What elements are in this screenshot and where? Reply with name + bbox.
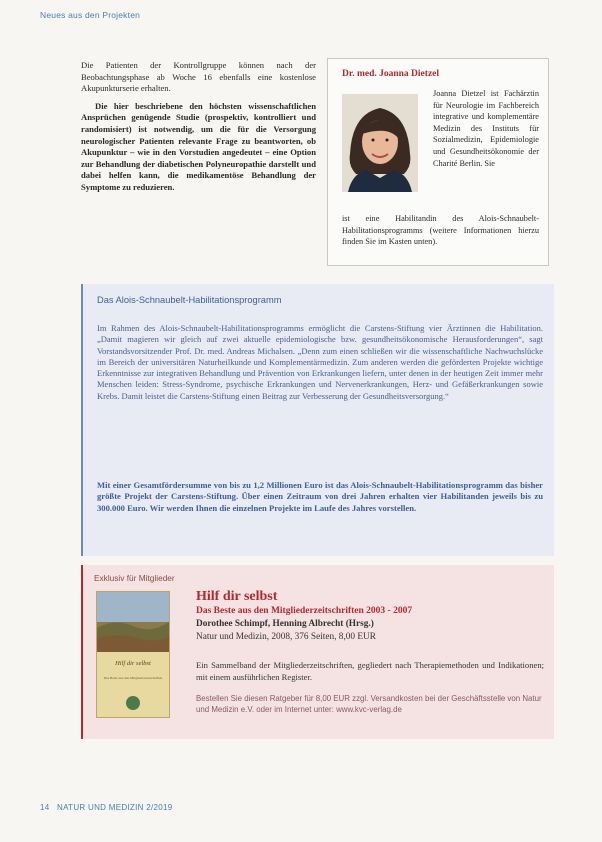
book-order-info: Bestellen Sie diesen Ratgeber für 8,00 EUR zzgl. Versandkosten bei der Geschäftsstelle von Natur und Medizin e.V. oder im Internet unter: www.kvc-verlag.de	[196, 694, 542, 715]
running-head: Neues aus den Projekten	[40, 10, 141, 20]
program-box-text: Im Rahmen des Alois-Schnaubelt-Habilitationsprogramms ermöglicht die Carstens-Stiftung vier Ärztinnen die Habilitation. „Damit magieren wir gleich auf zwei aktuelle epidemiologische bzw. gesundheitsökonomische Herausforderungen“, sagt Vorstandsvorsitzender Prof. Dr. med. Andreas Michalsen. „Denn zum einen schließen wir die wissenschaftliche Nachwuchslücke im Bereich der universitären Naturheilkunde und Komplementärmedizin. Zum anderen werden die geförderten Projekte wichtige Erkenntnisse zur integrativen Behandlung und Prävention von Erkrankungen liefern, unter denen in der heutigen Zeit immer mehr Menschen leiden: Stress-Syndrome, psychische Erkrankungen und Nervenerkrankungen, Herz- und Gefäßerkrankungen sowie Krebs. Damit leistet die Carstens-Stiftung einen Beitrag zur Verbesserung der Gesundheitsversorgung.“	[97, 323, 543, 401]
page-footer	[40, 803, 173, 812]
program-box-summary: Mit einer Gesamtfördersumme von bis zu 1,2 Millionen Euro ist das Alois-Schnaubelt-Habilitationsprogramm das bisher größte Projekt der Carstens-Stiftung. Über einen Zeitraum von drei Jahren erhalten vier Habilitanden jeweils bis zu 300.000 Euro. Wir werden Ihnen die einzelnen Projekte im Laufe des Jahres vorstellen.	[97, 480, 543, 513]
members-offer-box	[81, 565, 554, 739]
book-description: Ein Sammelband der Mitgliederzeitschriften, gegliedert nach Therapiemethoden und Indikationen; mit einem ausführlichen Register.	[196, 660, 544, 682]
book-publication-info: Natur und Medizin, 2008, 376 Seiten, 8,00 EUR	[196, 632, 376, 642]
book-subtitle: Das Beste aus den Mitgliederzeitschriften 2003 - 2007	[196, 606, 413, 616]
book-cover-landscape-image	[97, 592, 169, 652]
book-cover-title: Hilf dir selbst	[115, 660, 151, 667]
book-title: Hilf dir selbst	[196, 589, 278, 604]
left-paragraph-2: Die hier beschriebene den höchsten wissenschaftlichen Ansprüchen genügende Studie (prospektiv, kontrolliert und randomisiert) ist notwendig, um die für die Versorgung neurologischer Patienten relevante Frage zu beantworten, ob Akupunktur – wie in den Vorstudien angedeutet – eine Option zur Behandlung der diabetischen Polyneuropathie darstellt und dabei helfen kann, die medikamentöse Behandlung der Symptome zu reduzieren.	[81, 100, 316, 192]
book-authors: Dorothee Schimpf, Henning Albrecht (Hrsg.)	[196, 619, 374, 629]
program-box-title: Das Alois-Schnaubelt-Habilitationsprogramm	[97, 295, 282, 305]
book-cover-subtitle: Das Beste aus den Mitgliederzeitschriften	[103, 676, 163, 680]
author-bio-box	[327, 58, 549, 266]
magazine-name: NATUR UND MEDIZIN 2/2019	[57, 803, 173, 812]
bio-text-bottom: ist eine Habilitandin des Alois-Schnaubelt-Habilitationsprogramms (weitere Informationen hierzu finden Sie im Kasten unten).	[342, 214, 539, 247]
habilitation-program-box	[81, 284, 554, 556]
left-column	[81, 60, 316, 200]
page-number: 14	[40, 803, 50, 812]
book-cover	[96, 591, 170, 718]
author-portrait	[342, 94, 418, 192]
publisher-logo-icon	[126, 696, 140, 710]
bio-title: Dr. med. Joanna Dietzel	[342, 69, 440, 79]
members-label: Exklusiv für Mitglieder	[94, 573, 175, 583]
left-paragraph-1: Die Patienten der Kontrollgruppe können nach der Beobachtungsphase ab Woche 16 ebenfalls eine kostenlose Akupunkturserie erhalten.	[81, 60, 316, 94]
bio-text-right: Joanna Dietzel ist Fachärztin für Neurologie im Fachbereich integrative und komplementäre Medizin des Instituts für Sozialmedizin, Epidemiologie und Gesundheitsökonomie der Charité Berlin. Sie	[433, 89, 539, 168]
